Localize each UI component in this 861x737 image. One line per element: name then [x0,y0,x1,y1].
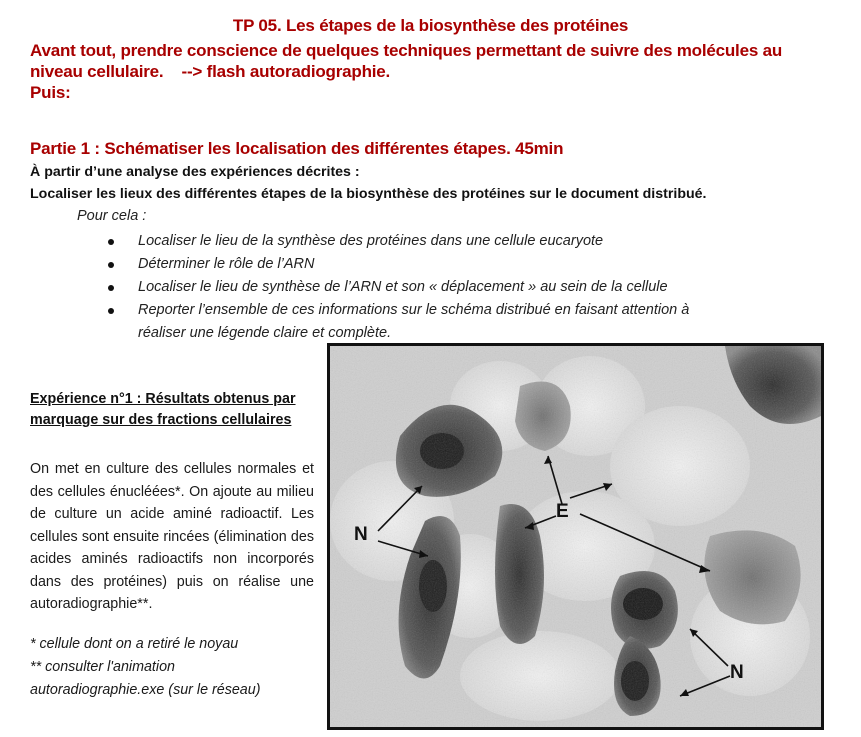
autoradiography-svg [330,346,821,727]
intro-line-3: Puis: [30,83,71,102]
task-item-continuation [106,322,806,345]
part1-title: Partie 1 : Schématiser les localisation des différentes étapes. 45min [30,139,564,158]
task-item: Déterminer le rôle de l’ARN [106,253,806,276]
part1-line-2: Localiser les lieux des différentes étapes de la biosynthèse des protéines sur le document distribué. [30,186,707,202]
task-item: Localiser le lieu de synthèse de l’ARN et son « déplacement » au sein de la cellule [106,276,806,299]
label-n-right: N [730,662,744,683]
experience-heading: Expérience n°1 : Résultats obtenus par marquage sur des fractions cellulaires [30,391,296,428]
experience-note-1: * cellule dont on a retiré le noyau [30,636,239,652]
label-e: E [556,501,569,522]
page-title: TP 05. Les étapes de la biosynthèse des protéines [232,16,629,35]
task-item: Reporter l’ensemble de ces informations sur le schéma distribué en faisant attention à [106,299,806,322]
experience-body: On met en culture des cellules normales et des cellules énucléées*. On ajoute au milieu de culture un acide aminé radioactif. Les cellules sont ensuite rincées (élimination des acides aminés radioactifs non incorporés dans des protéines) puis on réalise une autoradiographie**. [30,461,314,612]
task-item-continuation-text: réaliser une légende claire et complète. [138,325,392,341]
experience-note-3: autoradiographie.exe (sur le réseau) [30,682,261,698]
intro-line-2: niveau cellulaire. --> flash autoradiographie. [30,62,391,81]
pour-cela-label: Pour cela : [77,208,147,224]
label-n-left: N [354,524,368,545]
task-list [106,230,806,345]
task-item: Localiser le lieu de la synthèse des protéines dans une cellule eucaryote [106,230,806,253]
part1-line-1: À partir d’une analyse des expériences décrites : [30,164,360,180]
experience-note-2: ** consulter l'animation [30,659,175,675]
autoradiography-image [327,343,824,730]
intro-block [30,40,830,103]
intro-line-1: Avant tout, prendre conscience de quelques techniques permettant de suivre des molécules au [30,41,783,60]
